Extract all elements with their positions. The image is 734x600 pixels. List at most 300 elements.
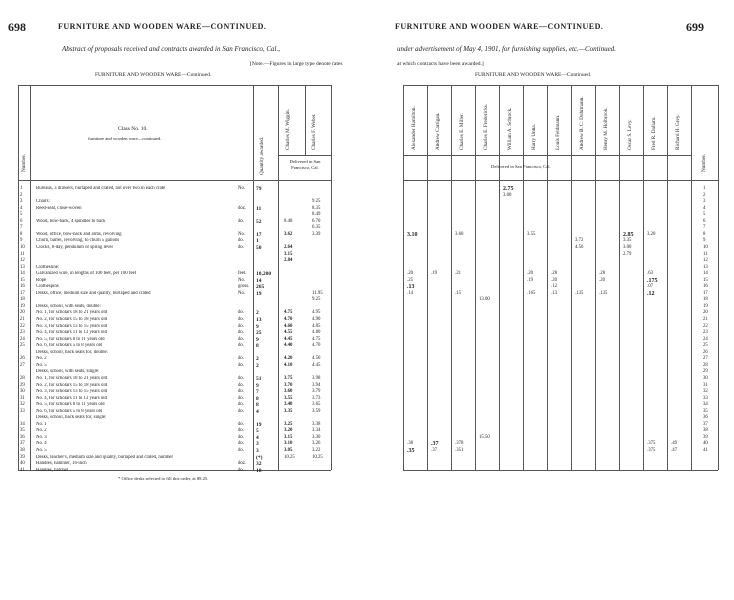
row-number: 34	[703, 402, 708, 408]
abstract-cont: under advertisement of May 4, 1901, for furnishing supplies, etc.—Continued.	[397, 45, 616, 53]
row-item: Clothesline:	[36, 264, 60, 270]
row-item: Clocks, 8-day, pendulum or spring lever	[36, 244, 114, 250]
row-qty: 2	[256, 362, 259, 369]
row-bid-b: 11.95	[312, 290, 323, 296]
footnote: * Office desks selected to fill this order, at $9.25.	[118, 476, 209, 481]
row-number: 8	[20, 231, 23, 237]
row-bid-b: 3.98	[312, 375, 321, 381]
row-qty: 3	[256, 441, 259, 448]
row-qty: 50	[256, 244, 262, 251]
row-bid-b: 4.50	[312, 356, 321, 362]
row-bid-b: 3.22	[312, 448, 321, 453]
row-number: 2	[20, 192, 23, 198]
column-divider	[643, 85, 644, 470]
row-number: 31	[703, 382, 708, 388]
column-divider	[403, 85, 404, 470]
row-number: 34	[20, 421, 25, 427]
column-divider	[667, 85, 668, 470]
row-bid-a: 3.20	[284, 428, 293, 434]
row-bid-b: 6.35	[312, 225, 321, 231]
row-unit: doz.	[238, 205, 247, 211]
subhead-right: FURNITURE AND WOODEN WARE—Continued.	[475, 72, 592, 78]
row-item: Desks, school, back seats for, double:	[36, 349, 109, 355]
column-divider	[499, 85, 500, 470]
bid-cell: .135	[575, 290, 584, 296]
row-bid-a: 3.60	[284, 389, 293, 395]
row-unit: No.	[238, 290, 246, 296]
row-qty: 11	[256, 205, 262, 212]
row-qty: 13	[256, 317, 262, 323]
row-number: 9	[703, 238, 706, 244]
row-number: 35	[20, 428, 25, 434]
row-number: 6	[20, 218, 23, 224]
row-bid-b: 6.70	[312, 218, 321, 224]
row-unit: do.	[238, 362, 244, 368]
row-unit: do.	[238, 310, 244, 316]
col-number-right: Number.	[701, 153, 707, 172]
row-bid-a: 3.55	[284, 395, 293, 401]
bid-cell: .20	[527, 271, 533, 277]
row-item: No. 2, for scholars 15 to 18 years old	[36, 317, 108, 322]
row-unit: do.	[238, 375, 244, 381]
bid-cell: .175	[647, 277, 658, 284]
bid-cell: .375	[647, 441, 656, 447]
row-bid-a: 2.64	[284, 244, 293, 250]
row-number: 25	[20, 343, 25, 349]
column-divider	[523, 85, 524, 470]
row-number: 20	[20, 310, 25, 316]
bidder-name: Fred R. Dallam.	[651, 116, 657, 150]
note-cont: at which contracts have been awarded.]	[397, 61, 484, 67]
row-qty: 10,200	[256, 271, 272, 278]
row-item: Wood, bow-back, 4 spindles to back	[36, 218, 106, 224]
row-number: 39	[20, 454, 25, 460]
row-qty: 9	[256, 336, 259, 343]
bid-cell: .20	[551, 277, 557, 283]
column-divider	[427, 85, 428, 470]
row-item: Wood, office, bow-back and arms, revolving	[36, 231, 122, 237]
row-number: 6	[703, 218, 706, 224]
row-item: No. 5	[36, 362, 47, 368]
row-unit: No.	[238, 186, 246, 191]
row-bid-a: 3.35	[284, 408, 293, 414]
bid-cell: 13.00	[479, 297, 490, 303]
row-qty: 2	[256, 356, 259, 363]
row-item: No. 1, for scholars 18 to 21 years old	[36, 310, 108, 316]
row-number: 32	[20, 402, 25, 408]
row-number: 33	[20, 408, 25, 414]
row-bid-b: 3.73	[312, 395, 321, 401]
row-bid-b: 3.30	[312, 434, 321, 440]
row-item: Churn, barrel, revolving, to churn 5 gallons	[36, 238, 120, 244]
row-number: 11	[20, 251, 25, 257]
row-qty: 32	[256, 461, 262, 468]
delivered: Delivered in San Francisco, Cal.	[289, 159, 321, 170]
row-qty: 25	[256, 330, 262, 337]
row-bid-a: 3.70	[284, 382, 293, 388]
row-item: Chairs:	[36, 199, 50, 205]
row-item: No. 1, for scholars 18 to 21 years old	[36, 375, 108, 381]
row-number: 22	[20, 323, 25, 329]
row-bid-b: 3.39	[312, 231, 321, 237]
row-bid-b: 9.25	[312, 297, 321, 303]
bid-cell: 3.20	[647, 231, 656, 237]
row-bid-a: 4.70	[284, 317, 293, 322]
row-item: Handles, hammer, 16-inch	[36, 461, 87, 467]
bid-cell: .12	[551, 284, 557, 290]
row-item: Desks, school, with seats, double:	[36, 303, 101, 309]
row-item: Bureaus, 3 drawers, burlaped and crated, not over two in each crate	[36, 186, 166, 191]
row-qty: 9	[256, 382, 259, 389]
bid-cell: .28	[599, 271, 605, 277]
row-qty: 4	[256, 434, 259, 441]
row-qty: 5	[256, 428, 259, 435]
row-qty: 19	[256, 421, 262, 428]
row-bid-b: 3.79	[312, 389, 321, 395]
bid-cell: 3.72	[575, 238, 584, 244]
row-qty: 8	[256, 395, 259, 402]
row-bid-b: 4.75	[312, 336, 321, 342]
row-number: 35	[703, 408, 708, 414]
bid-cell: .37	[431, 441, 439, 448]
row-qty: 1	[256, 238, 259, 245]
row-qty: 8	[256, 343, 259, 350]
row-bid-a: 10.25	[284, 454, 295, 460]
bidder2: Charles F. Weber.	[311, 113, 317, 150]
row-item: Desks, school, back seats for, single:	[36, 415, 107, 421]
bidder1: Charles M. Wiggin.	[285, 109, 291, 150]
bid-cell: .49	[671, 441, 677, 447]
row-qty: 2	[256, 310, 259, 317]
row-number: 38	[703, 428, 708, 434]
row-number: 26	[703, 349, 708, 355]
row-bid-b: 4.95	[312, 310, 321, 316]
row-item: No. 3, for scholars 13 to 15 years old	[36, 323, 108, 329]
bidder-name: Harry Unna.	[531, 124, 537, 150]
row-item: Rope	[36, 277, 47, 283]
row-unit: do.	[238, 428, 244, 434]
row-number: 29	[703, 369, 708, 375]
note: [Note.—Figures in large type denote rates	[250, 61, 343, 67]
row-bid-a: 4.10	[284, 362, 293, 368]
row-bid-a: 3.05	[284, 448, 293, 453]
row-number: 23	[703, 330, 708, 336]
row-unit: do.	[238, 382, 244, 388]
row-bid-b: 9.25	[312, 199, 321, 205]
row-bid-b: 10.25	[312, 454, 323, 460]
row-bid-a: 3.40	[284, 402, 293, 408]
bid-cell: 15.50	[479, 434, 490, 440]
row-number: 36	[20, 434, 25, 440]
bid-cell: .37	[431, 448, 437, 453]
bid-cell: 3.10	[407, 231, 418, 238]
row-item: Desks, office, medium size and quality, burlaped and crated	[36, 290, 151, 296]
row-bid-b: 3.34	[312, 428, 321, 434]
bid-cell: 2.75	[503, 186, 514, 192]
row-item: Desks, school, with seats, single:	[36, 369, 100, 375]
bid-cell: 3.00	[623, 244, 632, 250]
row-bid-b: 4.70	[312, 343, 321, 349]
row-bid-a: 4.40	[284, 343, 293, 349]
row-item: No. 4, for scholars 11 to 13 years old	[36, 330, 107, 336]
row-qty: 7	[256, 389, 259, 396]
bid-cell: 4.56	[575, 244, 584, 250]
row-number: 11	[703, 251, 708, 257]
row-number: 19	[703, 303, 708, 309]
row-unit: feet.	[238, 271, 247, 277]
row-number: 38	[20, 448, 25, 453]
bidder-name: Richard H. Grey.	[675, 114, 681, 150]
row-number: 28	[20, 375, 25, 381]
class-title: Class No. 10.	[118, 126, 148, 132]
bid-cell: 3.55	[527, 231, 536, 237]
row-unit: doz.	[238, 461, 247, 467]
row-number: 7	[703, 225, 706, 231]
row-item: No. 1	[36, 421, 47, 427]
row-unit: do.	[238, 448, 244, 453]
row-number: 17	[20, 290, 25, 296]
row-unit: do.	[238, 330, 244, 336]
bid-cell: .351	[455, 448, 464, 453]
row-qty: 14	[256, 277, 262, 284]
row-unit: do.	[238, 244, 244, 250]
row-qty: 17	[256, 231, 262, 238]
row-bid-b: 3.59	[312, 408, 321, 414]
abstract-title: Abstract of proposals received and contracts awarded in San Francisco, Cal.,	[62, 45, 280, 53]
row-unit: do.	[238, 421, 244, 427]
row-number: 24	[703, 336, 708, 342]
row-number: 41	[20, 467, 25, 473]
row-unit: do.	[238, 317, 244, 322]
row-number: 12	[703, 258, 708, 264]
bid-cell: .35	[407, 448, 415, 454]
row-bid-a: 3.10	[284, 441, 293, 447]
row-number: 30	[703, 375, 708, 381]
row-number: 20	[703, 310, 708, 316]
row-item: No. 5	[36, 448, 47, 453]
row-unit: do.	[238, 218, 244, 224]
row-item: No. 2, for scholars 15 to 18 years old	[36, 382, 108, 388]
row-number: 22	[703, 323, 708, 329]
row-unit: do.	[238, 238, 244, 244]
row-number: 18	[20, 297, 25, 303]
bid-cell: 3.00	[503, 192, 512, 198]
bid-cell: .20	[599, 277, 605, 283]
column-divider	[547, 85, 548, 470]
row-qty: 265	[256, 284, 265, 291]
row-item: Galvanized wire, in lengths of 100 feet, per 100 feet	[36, 271, 137, 277]
row-number: 18	[703, 297, 708, 303]
bid-cell: .13	[551, 290, 557, 296]
row-number: 3	[703, 199, 706, 205]
row-number: 10	[20, 244, 25, 250]
bidder-name: Louis Feldmann.	[555, 114, 561, 150]
row-number: 19	[20, 303, 25, 309]
row-unit: do.	[238, 434, 244, 440]
row-number: 32	[703, 389, 708, 395]
row-bid-a: 3.62	[284, 231, 293, 237]
row-number: 33	[703, 395, 708, 401]
row-unit: do.	[238, 323, 244, 329]
row-number: 5	[20, 212, 23, 218]
bidder-name: Henry M. Holbrook.	[603, 107, 609, 150]
row-item: Handles, hatchet	[36, 467, 68, 473]
row-number: 4	[703, 205, 706, 211]
row-qty: 8	[256, 402, 259, 409]
row-bid-a: 4.45	[284, 336, 293, 342]
row-number: 23	[20, 330, 25, 336]
row-unit: do.	[238, 389, 244, 395]
bid-cell: .21	[455, 271, 461, 277]
row-bid-b: 3.65	[312, 402, 321, 408]
row-number: 26	[20, 356, 25, 362]
row-number: 12	[20, 258, 25, 264]
row-number: 14	[20, 271, 25, 277]
row-number: 9	[20, 238, 23, 244]
bidder-name: Andrew B. C. Dohrmann.	[579, 96, 585, 150]
row-number: 15	[703, 277, 708, 283]
bidder-name: Charles E. Miller.	[459, 113, 465, 150]
bid-cell: .28	[551, 271, 557, 277]
class-sub: furniture and wooden ware—continued.	[88, 136, 162, 141]
row-number: 41	[703, 448, 708, 453]
row-number: 10	[703, 244, 708, 250]
bid-cell: .15	[455, 290, 461, 296]
row-item: No. 2	[36, 356, 47, 362]
column-divider	[595, 85, 596, 470]
row-number: 3	[20, 199, 23, 205]
row-qty: 79	[256, 186, 262, 192]
row-qty: 52	[256, 218, 262, 225]
row-qty: 19	[256, 290, 262, 297]
row-number: 14	[703, 271, 708, 277]
delivered-right: Delivered in San Francisco, Cal.	[491, 164, 551, 169]
page-number: 698	[8, 20, 26, 34]
row-item: Desks, teacher's, medium size and quality, burlaped and crated, number	[36, 454, 174, 460]
row-item: No. 6, for scholars 5 to 8 years old	[36, 408, 103, 414]
row-bid-b: 4.45	[312, 362, 321, 368]
row-bid-a: 3.15	[284, 434, 293, 440]
col-number: Number.	[21, 153, 27, 172]
bid-cell: .135	[599, 290, 608, 296]
column-divider	[475, 85, 476, 470]
row-number: 8	[703, 231, 706, 237]
row-number: 37	[703, 421, 708, 427]
row-unit: do.	[238, 441, 244, 447]
running-head: FURNITURE AND WOODEN WARE—CONTINUED.	[58, 22, 267, 31]
row-bid-a: 3.25	[284, 421, 293, 427]
bid-cell: .165	[527, 290, 536, 296]
row-number: 17	[703, 290, 708, 296]
bid-cell: 3.35	[623, 238, 632, 244]
row-unit: do.	[238, 467, 244, 473]
bid-cell: .19	[527, 277, 533, 283]
row-number: 29	[20, 382, 25, 388]
bid-cell: .375	[647, 448, 656, 453]
row-number: 16	[20, 284, 25, 290]
row-item: No. 2	[36, 428, 47, 434]
row-number: 28	[703, 362, 708, 368]
bidder-name: Alexander Hamilton.	[411, 106, 417, 150]
row-bid-a: 3.15	[284, 251, 293, 257]
row-item: No. 6, for scholars 5 to 8 years old	[36, 343, 103, 349]
row-number: 1	[703, 186, 706, 191]
column-divider	[451, 85, 452, 470]
row-qty: (*)	[256, 454, 263, 461]
row-item: No. 4, for scholars 11 to 13 years old	[36, 395, 107, 401]
bid-cell: .13	[407, 284, 415, 291]
row-number: 27	[703, 356, 708, 362]
row-item: No. 5, for scholars 8 to 11 years old	[36, 336, 105, 342]
row-unit: do.	[238, 356, 244, 362]
row-bid-b: 8.49	[312, 212, 321, 218]
bid-cell: .63	[647, 271, 653, 277]
row-qty: 51	[256, 375, 262, 382]
row-bid-a: 4.55	[284, 330, 293, 336]
bidder-name: Oscar S. Levy.	[627, 119, 633, 150]
row-number: 15	[20, 277, 25, 283]
column-divider	[619, 85, 620, 470]
row-number: 21	[703, 317, 708, 322]
row-bid-b: 3.94	[312, 382, 321, 388]
row-unit: do.	[238, 336, 244, 342]
row-number: 4	[20, 205, 23, 211]
row-bid-b: 3.38	[312, 421, 321, 427]
bid-cell: .14	[407, 290, 413, 296]
row-item: No. 4	[36, 441, 47, 447]
row-number: 25	[703, 343, 708, 349]
bidder-name: William A. Schrock.	[507, 107, 513, 150]
row-unit: do.	[238, 402, 244, 408]
bid-cell: .12	[647, 290, 655, 297]
row-bid-a: 4.60	[284, 323, 293, 329]
bidder-name: Andrew Carrigan.	[435, 112, 441, 150]
row-bid-a: 2.84	[284, 258, 293, 264]
bid-cell: .07	[647, 284, 653, 290]
row-bid-b: 8.35	[312, 205, 321, 211]
row-number: 7	[20, 225, 23, 231]
col-qty: Quantity awarded.	[259, 136, 265, 175]
page-number-right: 699	[686, 20, 704, 34]
row-number: 2	[703, 192, 706, 198]
row-unit: gross.	[238, 284, 250, 290]
row-unit: do.	[238, 395, 244, 401]
row-item: No. 5, for scholars 8 to 11 years old	[36, 402, 105, 408]
row-item: Clothespins	[36, 284, 59, 290]
column-divider	[571, 85, 572, 470]
row-bid-b: 4.90	[312, 317, 321, 322]
row-number: 36	[703, 415, 708, 421]
row-qty: 4	[256, 408, 259, 415]
row-number: 13	[20, 264, 25, 270]
bid-cell: .25	[407, 277, 413, 283]
row-unit: No.	[238, 277, 246, 283]
row-bid-a: 4.20	[284, 356, 293, 362]
running-head-right: FURNITURE AND WOODEN WARE—CONTINUED.	[395, 22, 604, 31]
row-qty: 9	[256, 323, 259, 330]
row-unit: do.	[238, 343, 244, 349]
subhead: FURNITURE AND WOODEN WARE—Continued.	[95, 72, 212, 78]
row-item: Reed-seat, close-woven	[36, 205, 82, 211]
row-qty: 3	[256, 448, 259, 454]
row-bid-a: 4.75	[284, 310, 293, 316]
row-number: 27	[20, 362, 25, 368]
row-number: 39	[703, 434, 708, 440]
bid-cell: .38	[407, 441, 413, 447]
row-number: 31	[20, 395, 25, 401]
row-bid-b: 3.26	[312, 441, 321, 447]
bid-cell: 2.85	[623, 231, 634, 238]
